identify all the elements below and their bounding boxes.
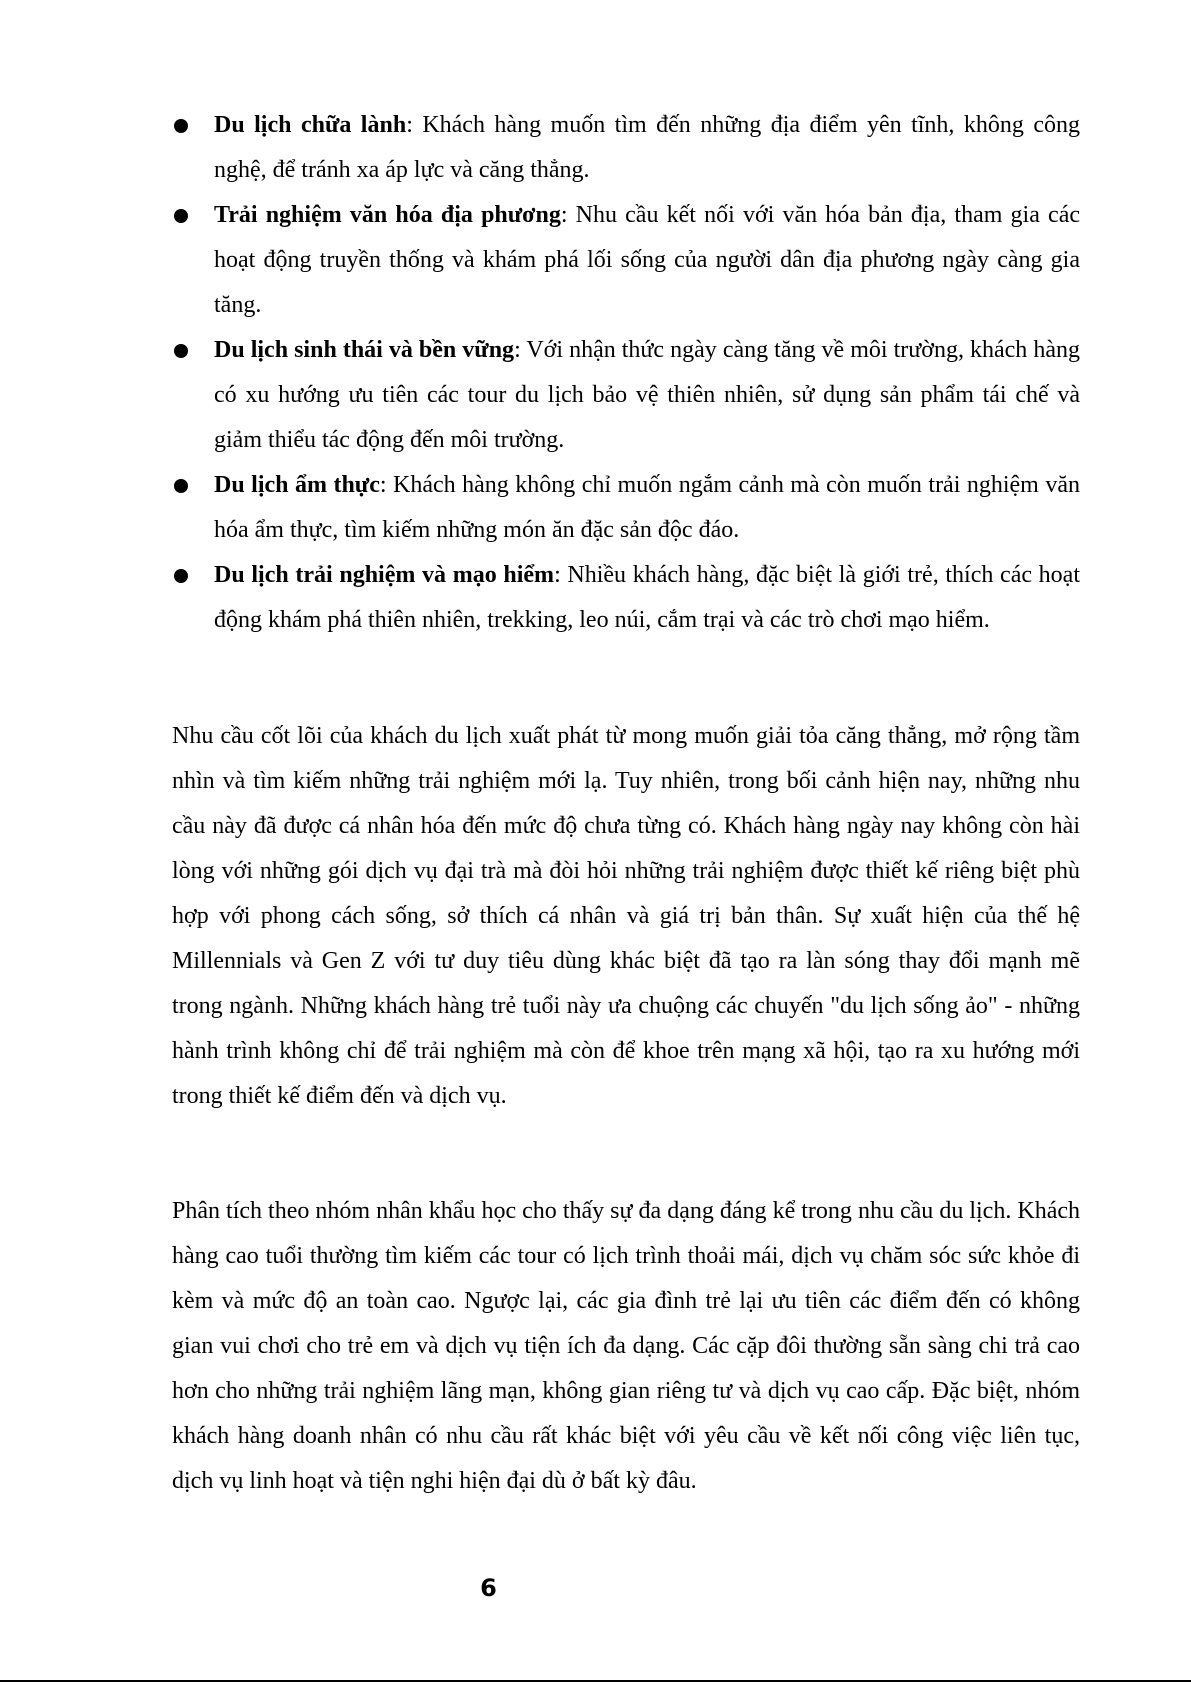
bullet-dot-icon <box>174 479 188 493</box>
bullet-term: Trải nghiệm văn hóa địa phương <box>214 202 561 228</box>
bullet-dot-icon <box>174 344 188 358</box>
bullet-item <box>172 553 1080 643</box>
bullet-dot-icon <box>174 209 188 223</box>
body-paragraph: Phân tích theo nhóm nhân khẩu học cho thấy sự đa dạng đáng kể trong nhu cầu du lịch. Khách hàng cao tuổi thường tìm kiếm các tour có lịch trình thoải mái, dịch vụ chăm sóc sức khỏe đi kèm và mức độ an toàn cao. Ngược lại, các gia đình trẻ lại ưu tiên các điểm đến có không gian vui chơi cho trẻ em và dịch vụ tiện ích đa dạng. Các cặp đôi thường sẵn sàng chi trả cao hơn cho những trải nghiệm lãng mạn, không gian riêng tư và dịch vụ cao cấp. Đặc biệt, nhóm khách hàng doanh nhân có nhu cầu rất khác biệt với yêu cầu về kết nối công việc liên tục, dịch vụ linh hoạt và tiện nghi hiện đại dù ở bất kỳ đâu. <box>172 1198 1080 1494</box>
bullet-dot-icon <box>174 119 188 133</box>
bullet-item <box>172 328 1080 463</box>
bullet-term: Du lịch trải nghiệm và mạo hiểm <box>214 562 555 588</box>
bullet-term: Du lịch chữa lành <box>214 112 407 138</box>
bullet-text: : Nhu cầu kết nối với văn hóa bản địa, tham gia các hoạt động truyền thống và khám phá lối sống của người dân địa phương ngày càng gia tăng. <box>214 202 1080 318</box>
bullet-list <box>172 103 1080 643</box>
bullet-item <box>172 103 1080 193</box>
bullet-text: : Khách hàng muốn tìm đến những địa điểm yên tĩnh, không công nghệ, để tránh xa áp lực và căng thẳng. <box>214 112 1081 183</box>
bullet-text: : Khách hàng không chỉ muốn ngắm cảnh mà còn muốn trải nghiệm văn hóa ẩm thực, tìm kiếm những món ăn đặc sản độc đáo. <box>214 472 1080 543</box>
bullet-term: Du lịch sinh thái và bền vững <box>214 337 515 363</box>
body-paragraph: Nhu cầu cốt lõi của khách du lịch xuất phát từ mong muốn giải tỏa căng thẳng, mở rộng tầm nhìn và tìm kiếm những trải nghiệm mới lạ. Tuy nhiên, trong bối cảnh hiện nay, những nhu cầu này đã được cá nhân hóa đến mức độ chưa từng có. Khách hàng ngày nay không còn hài lòng với những gói dịch vụ đại trà mà đòi hỏi những trải nghiệm được thiết kế riêng biệt phù hợp với phong cách sống, sở thích cá nhân và giá trị bản thân. Sự xuất hiện của thế hệ Millennials và Gen Z với tư duy tiêu dùng khác biệt đã tạo ra làn sóng thay đổi mạnh mẽ trong ngành. Những khách hàng trẻ tuổi này ưa chuộng các chuyến "du lịch sống ảo" - những hành trình không chỉ để trải nghiệm mà còn để khoe trên mạng xã hội, tạo ra xu hướng mới trong thiết kế điểm đến và dịch vụ. <box>172 723 1080 1109</box>
bullet-text: : Nhiều khách hàng, đặc biệt là giới trẻ, thích các hoạt động khám phá thiên nhiên, trekking, leo núi, cắm trại và các trò chơi mạo hiểm. <box>214 562 1080 633</box>
bullet-dot-icon <box>174 569 188 583</box>
bullet-item <box>172 193 1080 328</box>
footer-divider <box>0 1680 1191 1682</box>
bullet-text: : Với nhận thức ngày càng tăng về môi trường, khách hàng có xu hướng ưu tiên các tour du lịch bảo vệ thiên nhiên, sử dụng sản phẩm tái chế và giảm thiểu tác động đến môi trường. <box>214 337 1080 453</box>
page-number: 6 <box>480 1574 497 1602</box>
bullet-item <box>172 463 1080 553</box>
bullet-term: Du lịch ẩm thực <box>214 472 380 498</box>
